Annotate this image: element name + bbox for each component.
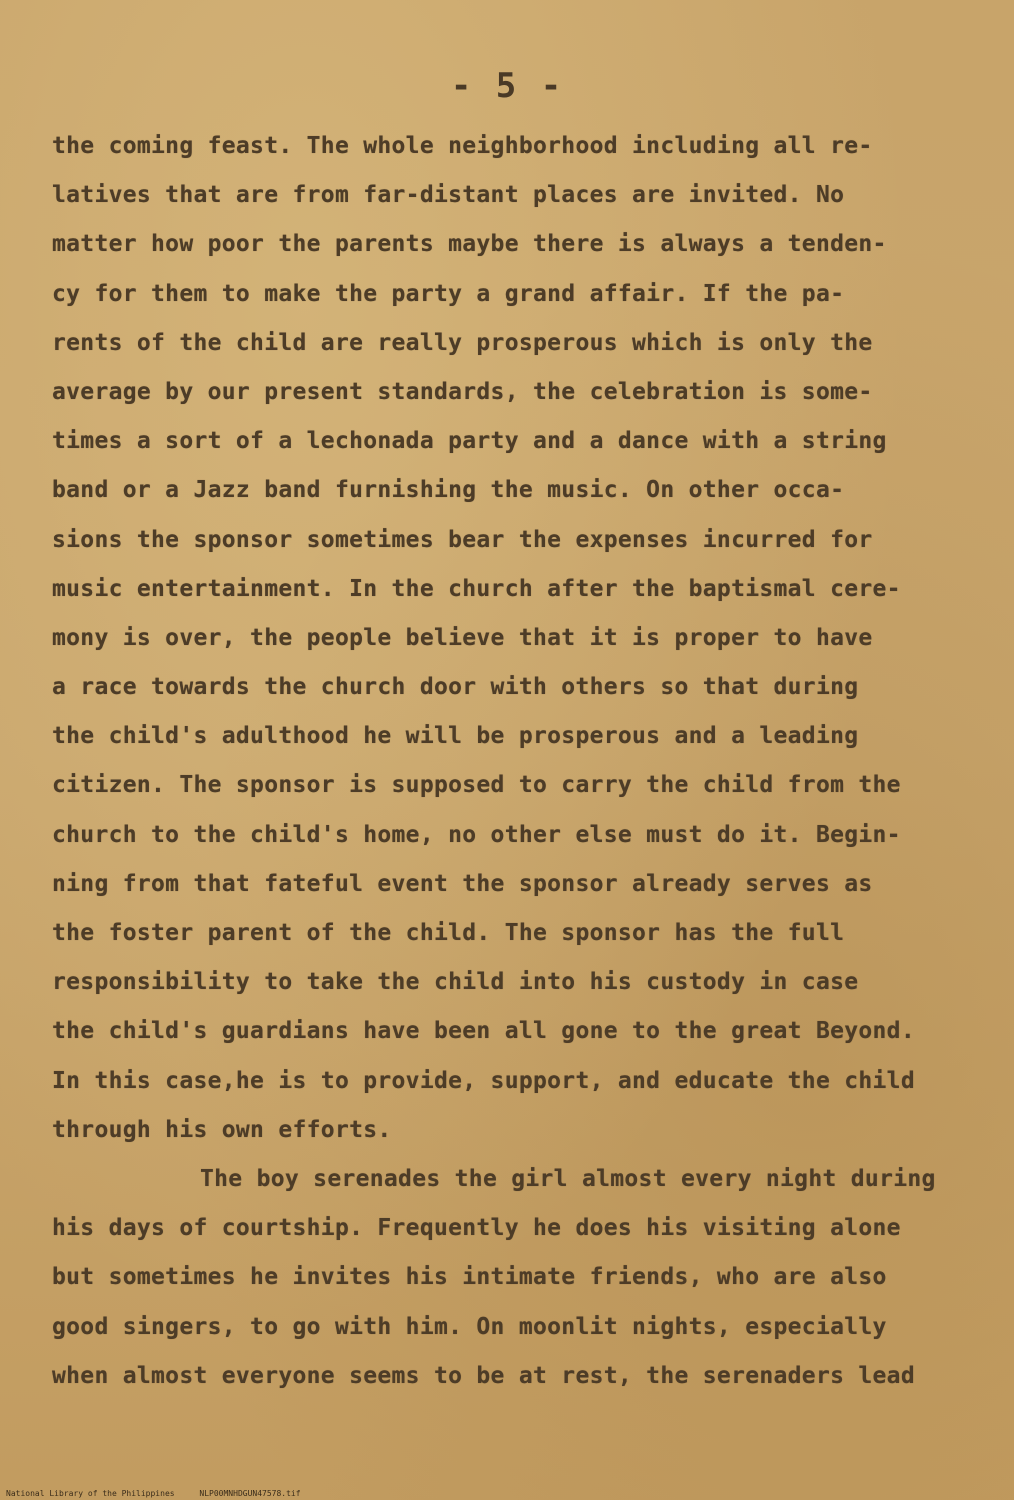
footer-institution: National Library of the Philippines	[6, 1489, 175, 1498]
text-line: rents of the child are really prosperous which is only the	[52, 329, 873, 356]
text-line: responsibility to take the child into his custody in case	[52, 969, 859, 996]
text-line: times a sort of a lechonada party and a dance with a string	[52, 428, 887, 455]
text-line: In this case,he is to provide, support, and educate the child	[52, 1067, 915, 1094]
text-line: sions the sponsor sometimes bear the expenses incurred for	[52, 526, 873, 553]
text-line: average by our present standards, the celebration is some-	[52, 378, 873, 405]
text-line: when almost everyone seems to be at rest, the serenaders lead	[52, 1362, 915, 1389]
text-line: music entertainment. In the church after the baptismal cere-	[52, 575, 901, 602]
text-line: through his own efforts.	[52, 1116, 392, 1143]
text-line: citizen. The sponsor is supposed to carry the child from the	[52, 772, 901, 799]
text-line: latives that are from far-distant places are invited. No	[52, 182, 845, 209]
text-line: the child's guardians have been all gone to the great Beyond.	[52, 1018, 915, 1045]
text-line: ning from that fateful event the sponsor already serves as	[52, 870, 873, 897]
text-line: his days of courtship. Frequently he does his visiting alone	[52, 1215, 901, 1242]
text-line: the coming feast. The whole neighborhood including all re-	[52, 133, 873, 159]
footer-filename: NLP00MNHDGUN47578.tif	[199, 1489, 301, 1498]
text-line: the child's adulthood he will be prosperous and a leading	[52, 723, 859, 750]
scan-footer	[6, 1489, 321, 1498]
typewritten-body	[52, 122, 972, 1401]
text-line: a race towards the church door with others so that during	[52, 674, 859, 701]
page-number: - 5 -	[450, 66, 564, 106]
text-line: matter how poor the parents maybe there is always a tenden-	[52, 231, 887, 258]
text-line: church to the child's home, no other else must do it. Begin-	[52, 821, 901, 848]
text-line: the foster parent of the child. The sponsor has the full	[52, 920, 845, 946]
text-line: band or a Jazz band furnishing the music. On other occa-	[52, 477, 845, 504]
text-line: but sometimes he invites his intimate friends, who are also	[52, 1264, 887, 1291]
text-line: mony is over, the people believe that it is proper to have	[52, 624, 873, 651]
paragraph-start-line: The boy serenades the girl almost every night during	[200, 1165, 936, 1192]
text-line: cy for them to make the party a grand affair. If the pa-	[52, 280, 845, 307]
text-line: good singers, to go with him. On moonlit nights, especially	[52, 1313, 887, 1340]
